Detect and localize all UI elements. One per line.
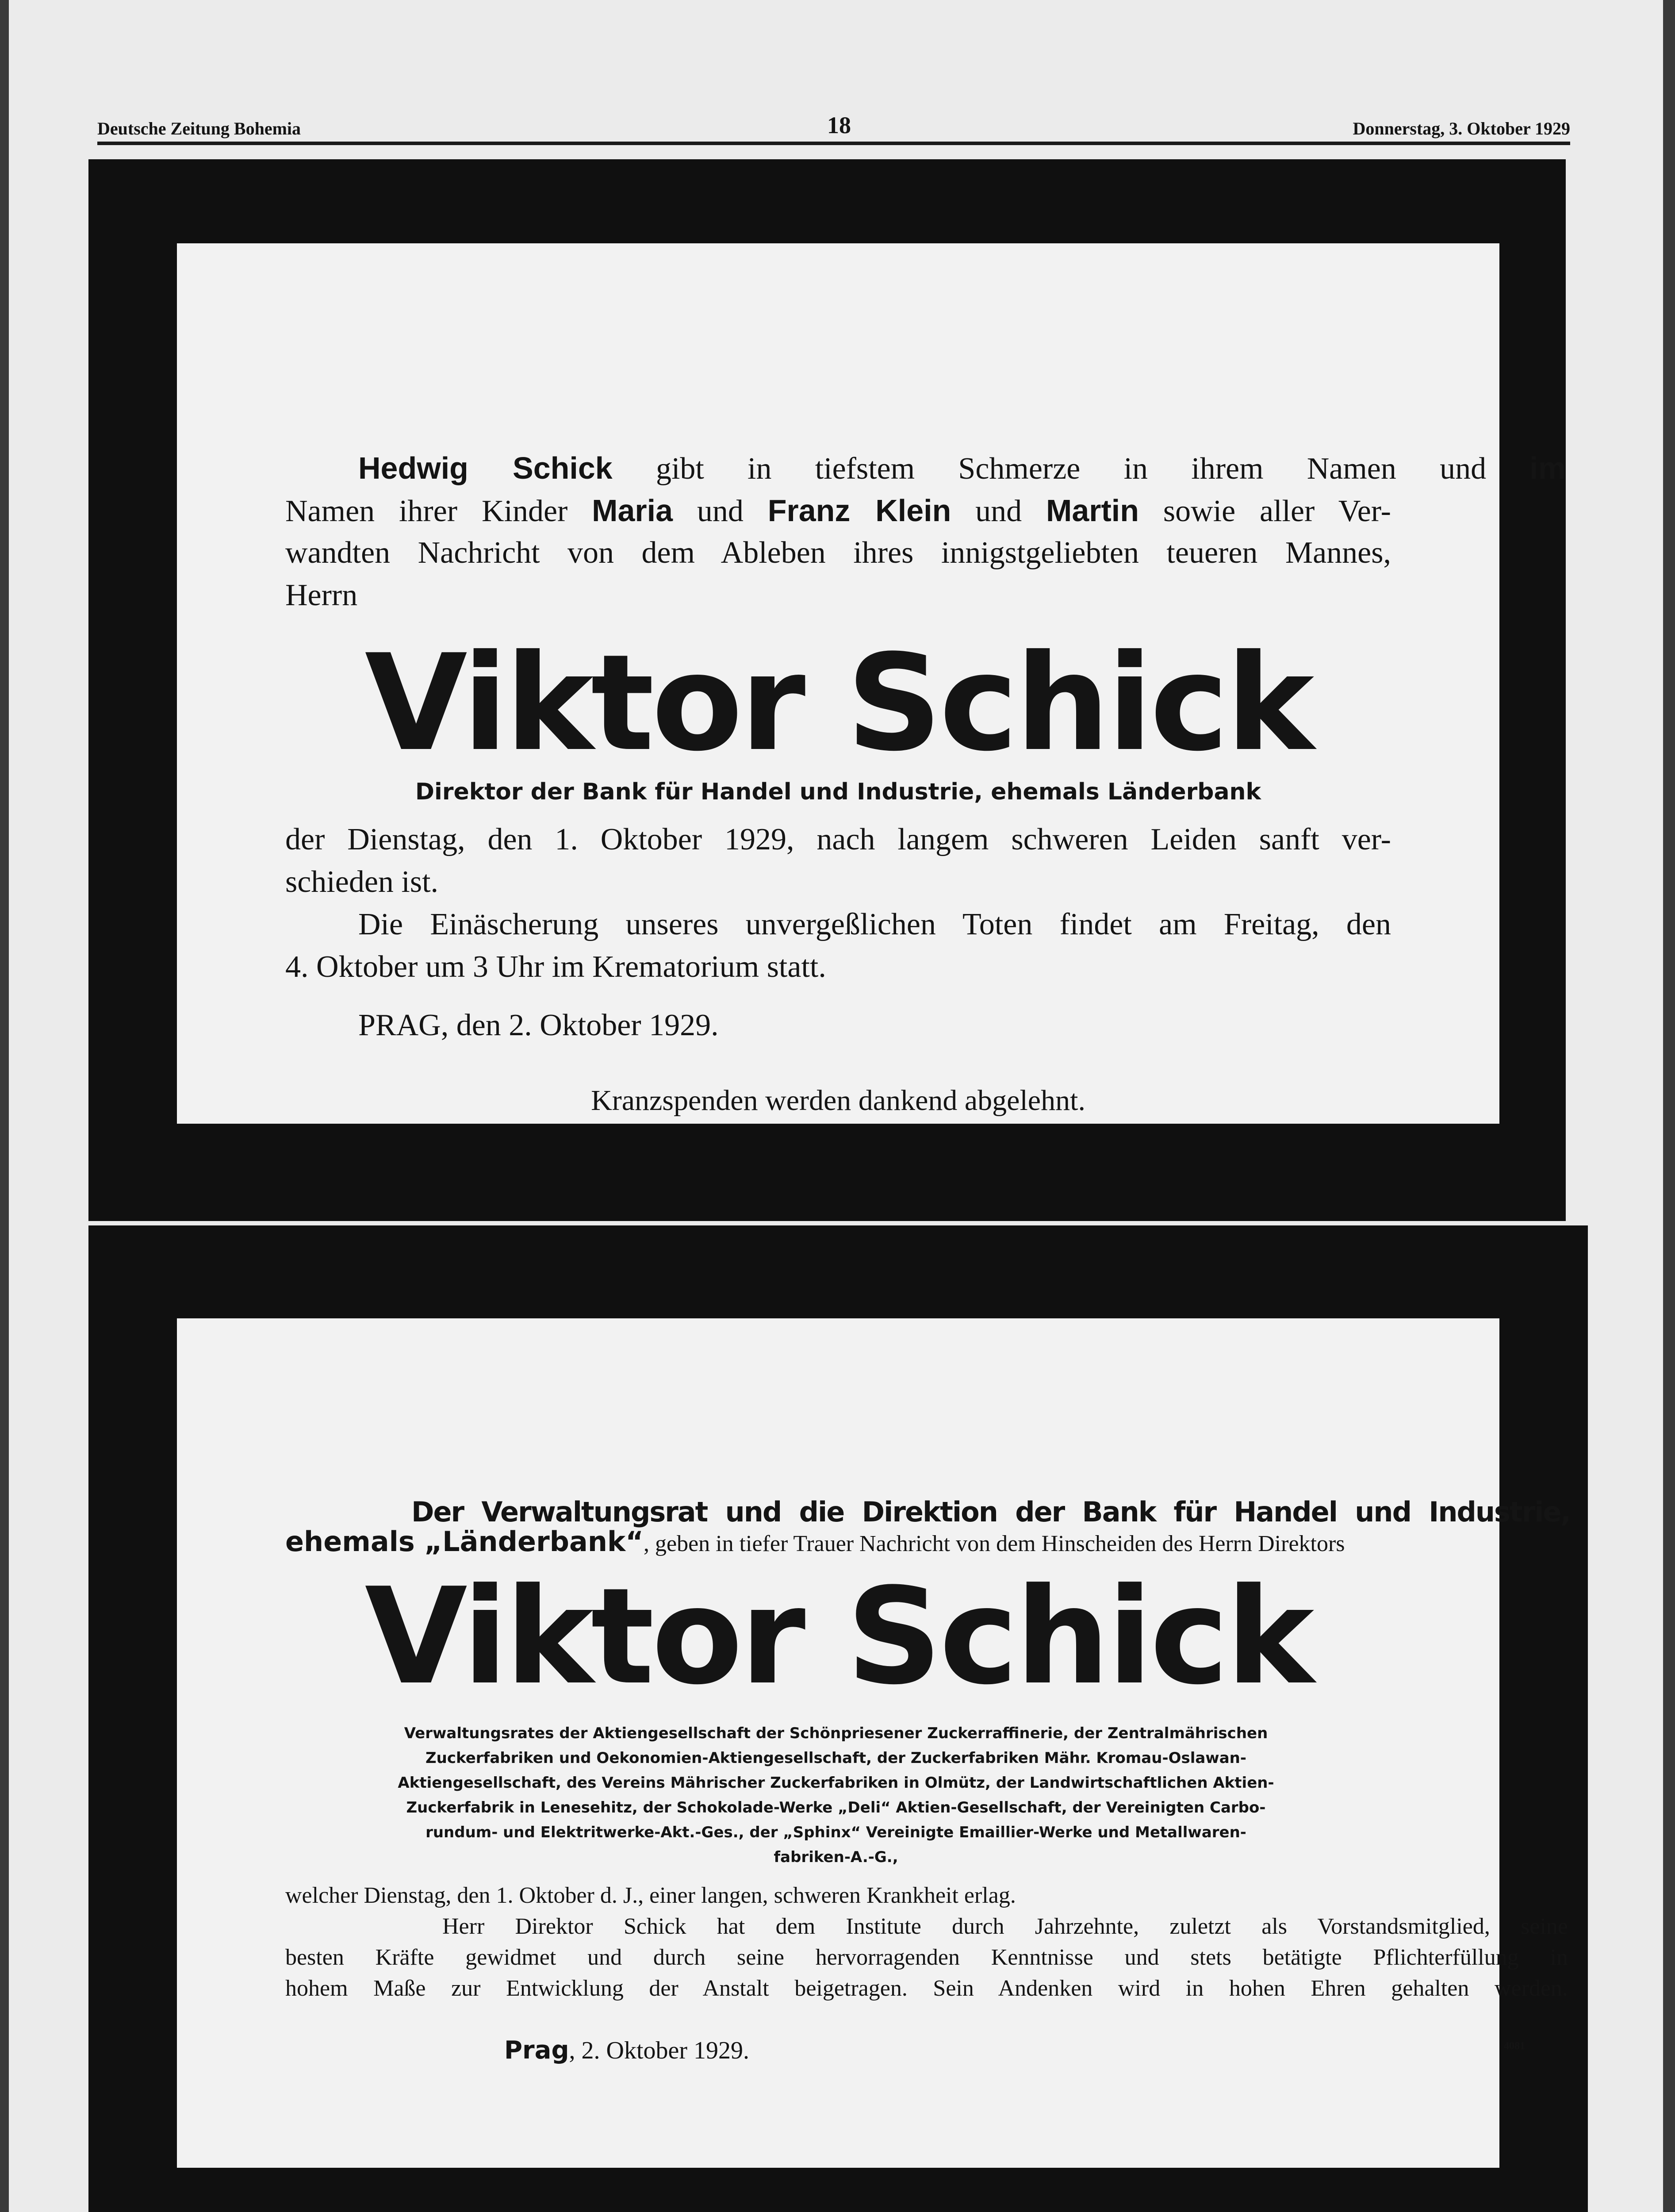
page-header — [97, 111, 1570, 145]
widow-name: Hedwig Schick — [358, 451, 613, 485]
notice-body-line-2: schieden ist. — [285, 865, 439, 899]
obituary-notice-2 — [177, 1318, 1570, 2168]
ad-code: 4081 — [1504, 2040, 1525, 2052]
notice-body-line-4: 4. Oktober um 3 Uhr im Krematorium statt. — [285, 950, 826, 984]
notice-body-line-1: der Dienstag, den 1. Oktober 1929, nach langem schweren Leiden sanft ver- — [285, 822, 1391, 856]
bank-notice-line-2: ehemals „Länderbank“, geben in tiefer Trauer Nachricht von dem Hinscheiden des Herrn Direktors — [285, 1525, 1345, 1558]
place-and-date: PRAG, den 2. Oktober 1929. — [358, 1008, 719, 1042]
membership-line: Verwaltungsrates der Aktiengesellschaft der Schönpriesener Zuckerraffinerie, der Zentralmährischen — [404, 1724, 1268, 1742]
notice-body-line-3: Die Einäscherung unseres unvergeßlichen Toten findet am Freitag, den — [358, 907, 1391, 941]
issue-date: Donnerstag, 3. Oktober 1929 — [1353, 119, 1570, 138]
membership-line: fabriken-A.-G., — [774, 1848, 898, 1866]
deceased-name: Viktor Schick — [364, 626, 1312, 780]
obituary-border-1 — [88, 159, 1566, 1221]
bank-notice-line-1: Der Verwaltungsrat und die Direktion der Bank für Handel und Industrie, — [411, 1496, 1570, 1528]
notice-intro-line-4: Herrn — [285, 578, 358, 612]
notice-intro-line-1: Hedwig Schick gibt in tiefstem Schmerze in ihrem Namen und im — [358, 451, 1566, 486]
deceased-title: Direktor der Bank für Handel und Industrie, ehemals Länderbank — [415, 779, 1261, 805]
notice-footer: Kranzspenden werden dankend abgelehnt. — [591, 1084, 1085, 1117]
notice-intro-line-3: wandten Nachricht von dem Ableben ihres innigstgeliebten teueren Mannes, — [285, 536, 1391, 570]
membership-line: Zuckerfabrik in Lenesehitz, der Schokolade-Werke „Deli“ Aktien-Gesellschaft, der Vereinigten Carbo- — [406, 1799, 1266, 1816]
obituary-notice-1 — [177, 243, 1566, 1124]
bank-body-line-3: besten Kräfte gewidmet und durch seine hervorragenden Kenntnisse und stets betätigte Pflichterfüllung in — [285, 1945, 1568, 1970]
place-and-date-2: Prag, 2. Oktober 1929. — [504, 2036, 750, 2065]
membership-line: Zuckerfabriken und Oekonomien-Aktiengesellschaft, der Zuckerfabriken Mähr. Kromau-Oslawan- — [425, 1749, 1246, 1767]
newspaper-page — [9, 0, 1663, 2212]
obituary-border-2 — [88, 1225, 1588, 2212]
bank-body-line-4: hohem Maße zur Entwicklung der Anstalt beigetragen. Sein Andenken wird in hohen Ehren gehalten werden. — [285, 1976, 1568, 2001]
bank-body-line-2: Herr Direktor Schick hat dem Institute durch Jahrzehnte, zuletzt als Vorstandsmitglied, seine — [442, 1914, 1568, 1939]
page-number: 18 — [827, 112, 851, 138]
membership-line: rundum- und Elektritwerke-Akt.-Ges., der „Sphinx“ Vereinigte Emaillier-Werke und Metallwaren- — [425, 1824, 1246, 1841]
deceased-name-2: Viktor Schick — [364, 1559, 1312, 1714]
newspaper-title: Deutsche Zeitung Bohemia — [97, 119, 301, 138]
bank-body-line-1: welcher Dienstag, den 1. Oktober d. J., einer langen, schweren Krankheit erlag. — [285, 1883, 1016, 1908]
membership-line: Aktiengesellschaft, des Vereins Mährischer Zuckerfabriken in Olmütz, der Landwirtschaftlichen Aktien- — [398, 1774, 1274, 1792]
board-memberships — [380, 1721, 1292, 1870]
notice-intro-line-2: Namen ihrer Kinder Maria und Franz Klein und Martin sowie aller Ver- — [285, 493, 1391, 528]
